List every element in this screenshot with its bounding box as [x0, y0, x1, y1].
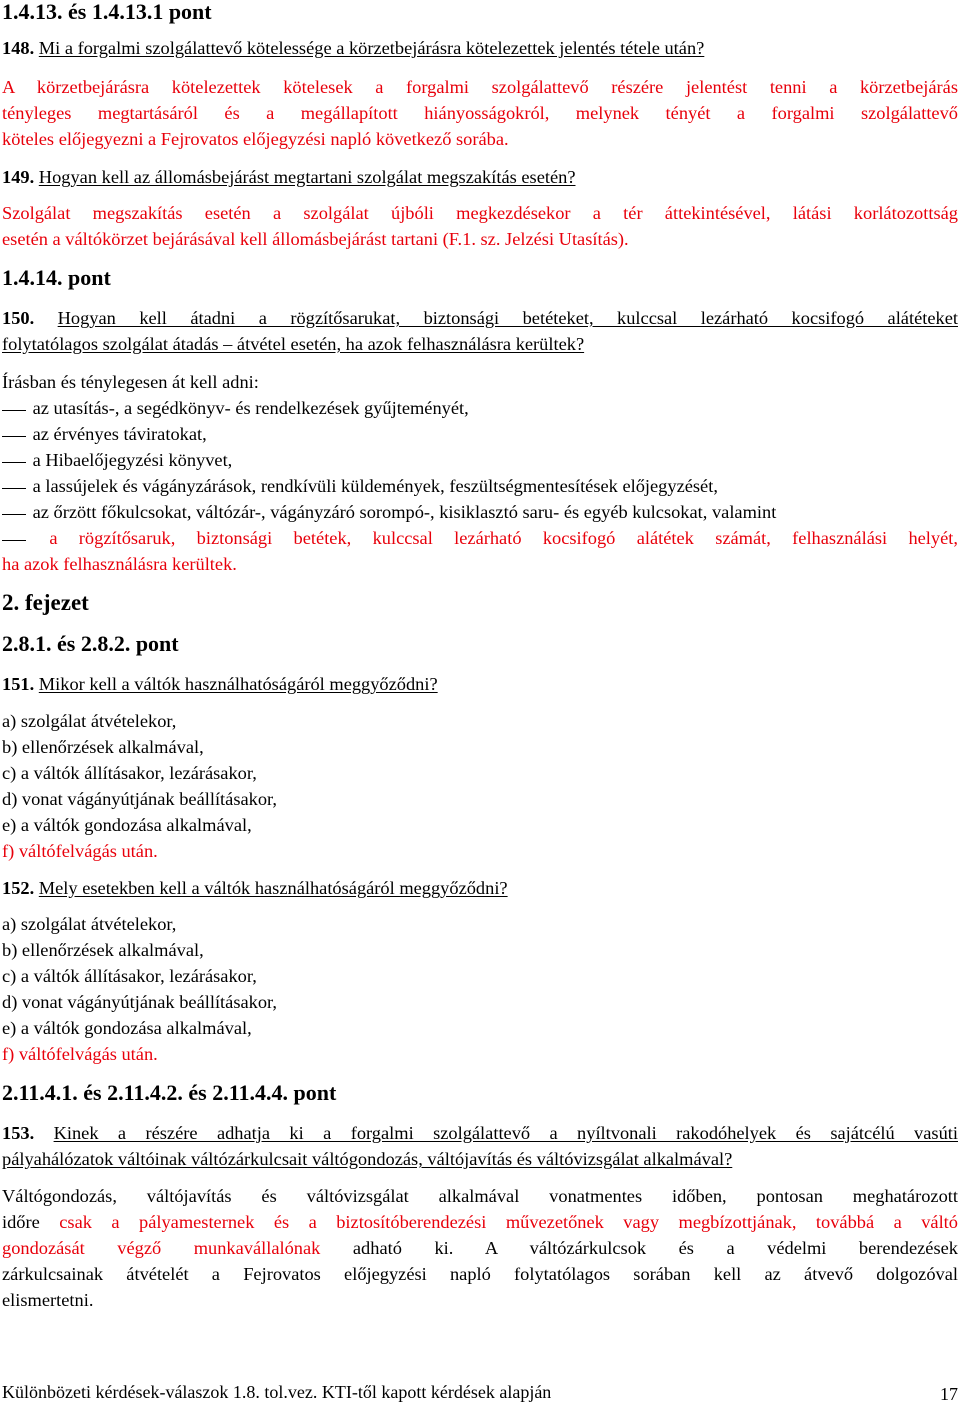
question-152: [2, 875, 958, 901]
option: e) a váltók gondozása alkalmával,: [2, 1018, 252, 1038]
question-text: Mely esetekben kell a váltók használhatóságáról meggyőződni?: [38, 878, 508, 898]
option: c) a váltók állításakor, lezárásakor,: [2, 763, 257, 783]
option: b) ellenőrzések alkalmával,: [2, 737, 204, 757]
option-correct: f) váltófelvágás után.: [2, 841, 158, 861]
question-number: 150.: [2, 308, 35, 328]
list-item-red: a rögzítősaruk, biztonsági betétek, kulccsal lezárható kocsifogó alátétek számát, felhasználási helyét,: [2, 525, 958, 551]
option: d) vonat vágányútjának beállításakor,: [2, 789, 278, 809]
section-heading: 1.4.13. és 1.4.13.1 pont: [2, 0, 212, 24]
option: d) vonat vágányútjának beállításakor,: [2, 992, 278, 1012]
dash-bullet: [2, 513, 28, 515]
answer-148-line-3: köteles előjegyezni a Fejrovatos előjegyzési napló következő sorába.: [2, 129, 509, 149]
answer-153-line-1: Váltógondozás, váltójavítás és váltóvizsgálat alkalmával vonatmentes időben, pontosan meghatározott: [2, 1186, 958, 1206]
question-text: Kinek a részére adhatja ki a forgalmi szolgálattevő a nyíltvonali rakodóhelyek és sajátcélú vasúti: [53, 1123, 958, 1143]
dash-bullet: [2, 539, 28, 541]
question-151: [2, 671, 958, 697]
list-item-red-cont: ha azok felhasználásra kerültek.: [2, 554, 237, 574]
question-text: Hogyan kell az állomásbejárást megtartani szolgálat megszakítás esetén?: [38, 167, 576, 187]
option: a) szolgálat átvételekor,: [2, 711, 177, 731]
question-149: [2, 164, 958, 190]
section-heading: 2.8.1. és 2.8.2. pont: [2, 631, 179, 656]
dash-bullet: [2, 461, 28, 463]
answer-149-line-2: esetén a váltókörzet bejárásával kell állomásbejárást tartani (F.1. sz. Jelzési Utasítás).: [2, 229, 629, 249]
question-number: 149.: [2, 167, 35, 187]
page-footer: [2, 1380, 958, 1404]
question-148: [2, 35, 958, 61]
section-heading: 1.4.14. pont: [2, 265, 111, 290]
page-number: 17: [940, 1384, 958, 1404]
question-number: 152.: [2, 878, 35, 898]
answer-148-line-1: A körzetbejárásra kötelezettek kötelesek a forgalmi szolgálattevő részére jelentést tenni a körzetbejárás: [2, 77, 958, 97]
question-text: pályahálózatok váltóinak váltózárkulcsait váltógondozás, váltójavítás és váltóvizsgálat alkalmával?: [2, 1149, 733, 1169]
option: e) a váltók gondozása alkalmával,: [2, 815, 252, 835]
question-number: 148.: [2, 38, 35, 58]
question-150-line-2: [2, 331, 958, 357]
answer-intro: Írásban és ténylegesen át kell adni:: [2, 372, 259, 392]
list-item: a Hibaelőjegyzési könyvet,: [2, 447, 958, 473]
list-item: a lassújelek és vágányzárások, rendkívüli küldemények, feszültségmentesítések előjegyzését,: [2, 473, 958, 499]
answer-153-line-5: elismertetni.: [2, 1290, 94, 1310]
option: b) ellenőrzések alkalmával,: [2, 940, 204, 960]
option: c) a váltók állításakor, lezárásakor,: [2, 966, 257, 986]
question-text: Hogyan kell átadni a rögzítősarukat, biztonsági betéteket, kulccsal lezárható kocsifogó alátéteket: [57, 308, 958, 328]
question-number: 151.: [2, 674, 35, 694]
question-150-line-1: [2, 305, 958, 331]
footer-text: Különbözeti kérdések-válaszok 1.8. tol.vez. KTI-től kapott kérdések alapján: [2, 1382, 552, 1402]
question-text: folytatólagos szolgálat átadás – átvétel esetén, ha azok felhasználásra kerültek?: [2, 334, 585, 354]
chapter-heading: 2. fejezet: [2, 590, 89, 615]
list-item: az érvényes táviratokat,: [2, 421, 958, 447]
answer-153-line-4: zárkulcsainak átvételét a Fejrovatos előjegyzési napló folytatólagos sorában kell az átvevő dolgozóval: [2, 1264, 958, 1284]
dash-bullet: [2, 409, 28, 411]
question-153-line-1: [2, 1120, 958, 1146]
question-text: Mi a forgalmi szolgálattevő kötelessége a körzetbejárásra kötelezettek jelentés tétele után?: [38, 38, 705, 58]
list-item: az őrzött főkulcsokat, váltózár-, vágányzáró sorompó-, kisiklasztó saru- és egyéb kulcsokat, valamint: [2, 499, 958, 525]
question-text: Mikor kell a váltók használhatóságáról meggyőződni?: [38, 674, 438, 694]
option: a) szolgálat átvételekor,: [2, 914, 177, 934]
dash-bullet: [2, 435, 28, 437]
question-153-line-2: [2, 1146, 958, 1172]
list-item: az utasítás-, a segédkönyv- és rendelkezések gyűjteményét,: [2, 395, 958, 421]
dash-bullet: [2, 487, 28, 489]
section-heading: 2.11.4.1. és 2.11.4.2. és 2.11.4.4. pont: [2, 1080, 337, 1105]
answer-149-line-1: Szolgálat megszakítás esetén a szolgálat újbóli megkezdésekor a tér áttekintésével, látási korlátozottság: [2, 203, 958, 223]
answer-153-line-2: időre csak a pályamesternek és a biztosítóberendezési művezetőnek vagy megbízottjának, továbbá a váltó: [2, 1212, 958, 1232]
answer-148-line-2: tényleges megtartásáról és a megállapított hiányosságokról, melynek tényét a forgalmi szolgálattevő: [2, 103, 958, 123]
question-number: 153.: [2, 1123, 35, 1143]
option-correct: f) váltófelvágás után.: [2, 1044, 158, 1064]
answer-153-line-3: gondozását végző munkavállalónak adható ki. A váltózárkulcsok és a védelmi berendezések: [2, 1238, 958, 1258]
